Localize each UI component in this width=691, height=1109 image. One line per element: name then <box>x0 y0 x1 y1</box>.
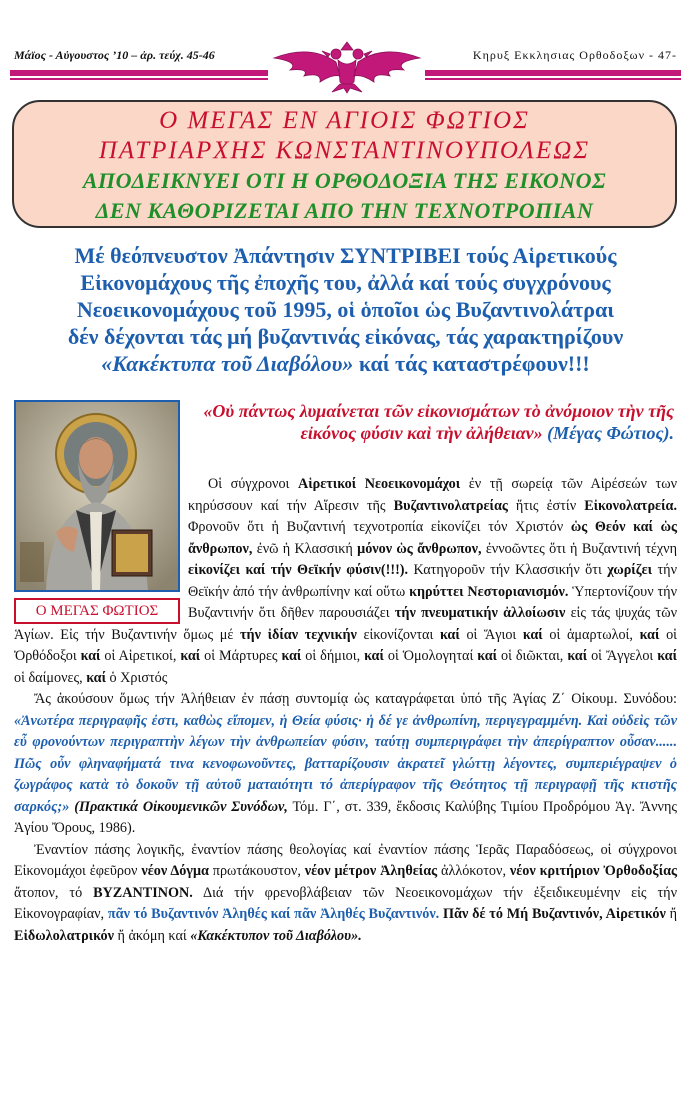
header-rule-right <box>425 70 681 76</box>
intro-line: δέν δέχονται τάς μή βυζαντινάς εἰκόνας, τάς χαρακτηρίζουν <box>67 324 624 349</box>
paragraph-1: Οἱ σύγχρονοι Αἱρετικοί Νεοεικονομάχοι ἐν τῇ σωρείᾳ τῶν Αἱρέσεών των κηρύσσουν καί τήν Αἵρεσιν τῆς Βυζαντινολατρείας ἥτις ἐστίν Εἰκονολατρεία. Φρονοῦν ὅτι ἡ Βυζαντινή τεχνοτροπία εἰκονίζει τόν Χριστόν ὡς Θεόν καί ὡς ἄνθρωπον, ἐνῶ ἡ Κλασσική μόνον ὡς ἄνθρωπον, ἐννοῶντες ὅτι ἡ Βυζαντινή τέχνη εἰκονίζει καί τήν Θεϊκήν φύσιν(!!!). Κατηγοροῦν τήν Κλασσικήν ὅτι χωρίζει τήν Θεϊκήν ἀπό τήν ἀνθρωπίνην καί οὕτω κηρύττει Νεστοριανισμόν. Ὑπερτονίζουν τήν Βυζαντινήν ὅτι δῆθεν παρουσιάζει τήν πνευματικήν ἀλλοίωσιν εἰς τάς ψυχάς τῶν Ἁγίων. Εἰς τήν Βυζαντινήν ὅμως μέ τήν ἰδίαν τεχνικήν εἰκονίζονται καί οἱ Ἅγιοι καί οἱ ἁμαρτωλοί, καί οἱ Ὀρθόδοξοι καί οἱ Αἱρετικοί, καί οἱ Μάρτυρες καί οἱ δήμιοι, καί οἱ Ὁμολογηταί καί οἱ διῶκται, καί οἱ Ἄγγελοι καί οἱ δαίμονες, καί ὁ Χριστός <box>14 476 678 686</box>
intro-quote: «Κακέκτυπα τοῦ Διαβόλου» <box>101 351 354 376</box>
quote-attribution: (Μέγας Φώτιος). <box>542 423 674 443</box>
intro-line <box>10 350 681 377</box>
header-rule-left <box>10 70 268 76</box>
intro-line: Μέ θεόπνευστον Ἀπάντησιν ΣΥΝΤΡΙΒΕΙ τούς Αἱρετικούς <box>74 243 617 268</box>
journal-title-page-number: Κηρυξ Εκκλησιας Ορθοδοξων - 47- <box>472 48 677 62</box>
paragraph-2: Ἄς ἀκούσουν ὅμως τήν Ἀλήθειαν ἐν πάσῃ συντομίᾳ ὡς καταγράφεται ὑπό τῆς Ἁγίας Ζ΄ Οἰκουμ. Συνόδου: «Ἀνωτέρα περιγραφῆς ἐστι, καθὼς εἴπομεν, ἡ Θεία φύσις· ἡ δέ γε ἀνθρωπίνη, περιγεγραμμένη. Καὶ οὐδεὶς τῶν εὖ φρονούντων περιγραπτὴν λέγων τὴν ἀνθρωπείαν φύσιν, ταύτῃ συμπεριγράφει τὴν ἀπερίγραπτον οὖσαν...... Πῶς οὖν φληναφήματά τινα κενοφωνοῦντες, βατταρίζουσιν ἀκρατεῖ γλώττῃ λέγοντες, συμπεριέγραψεν ὁ ζωγράφος κατὰ τὸ δοκοῦν τῇ αὐτοῦ ματαιότητι τό ἀπερίγραφον τῆς Θεότητος τῇ περιγραφῇ τῆς κτιστῆς σαρκός;» (Πρακτικά Οἰκουμενικῶν Συνόδων, Τόμ. Γ΄, στ. 339, ἔκδοσις Καλύβης Τιμίου Προδρόμου Ἁγ. Ἄννης Ἁγίου Ὄρους, 1986). <box>14 691 677 836</box>
intro-line: Νεοεικονομάχους τοῦ 1995, οἱ ὁποῖοι ὡς Βυζαντινολάτραι <box>76 297 615 322</box>
title-banner <box>12 100 677 228</box>
issue-info: Μάϊος - Αὐγουστος ’10 – ἀρ. τεύχ. 45-46 <box>14 48 215 62</box>
intro-line: Εἰκονομάχους τῆς ἐποχῆς του, ἀλλά καί τούς συγχρόνους <box>80 270 611 295</box>
article-body <box>14 474 677 947</box>
icon-spacer <box>14 474 188 612</box>
photios-quote <box>190 400 674 444</box>
title-line-2: ΠΑΤΡΙΑΡΧΗΣ ΚΩΝΣΤΑΝΤΙΝΟΥΠΟΛΕΩΣ <box>98 137 591 164</box>
icon-caption: Ο ΜΕΓΑΣ ΦΩΤΙΟΣ <box>14 598 180 624</box>
title-line-3: ΑΠΟΔΕΙΚΝΥΕΙ ΟΤΙ Η ΟΡΘΟΔΟΞΙΑ ΤΗΣ ΕΙΚΟΝΟΣ <box>82 168 607 193</box>
header-rule-left-thin <box>10 78 268 80</box>
intro-line-end: καί τάς καταστρέφουν!!! <box>353 351 590 376</box>
double-headed-eagle-icon <box>270 38 424 94</box>
header-rule-right-thin <box>425 78 681 80</box>
intro-paragraph <box>10 242 681 377</box>
title-line-1: Ο ΜΕΓΑΣ ΕΝ ΑΓΙΟΙΣ ΦΩΤΙΟΣ <box>159 107 530 134</box>
paragraph-3: Ἐναντίον πάσης λογικῆς, ἐναντίον πάσης θεολογίας καί ἐναντίον πάσης Ἱερᾶς Παραδόσεως, οἱ σύγχρονοι Εἰκονομάχοι ἐφεῦρον νέον Δόγμα πρωτάκουστον, νέον μέτρον Ἀληθείας ἀλλόκοτον, νέον κριτήριον Ὀρθοδοξίας ἄτοπον, τό ΒΥΖΑΝΤΙΝΟΝ. Διά τήν φρενοβλάβειαν τῶν Νεοεικονομάχων τήν ἐξειδικευμένην εἰς τήν Εἰκονογραφίαν, πᾶν τό Βυζαντινόν Ἀληθές καί πᾶν Ἀληθές Βυζαντινόν. Πᾶν δέ τό Μή Βυζαντινόν, Αἱρετικόν ἤ Εἰδωλολατρικόν ἤ ἀκόμη καί «Κακέκτυπον τοῦ Διαβόλου». <box>14 841 678 944</box>
quote-text: «Οὐ πάντως λυμαίνεται τῶν εἰκονισμάτων τὸ ἀνόμοιον τὴν τῆς εἰκόνος φύσιν καὶ τὴν ἀλήθειαν» <box>203 401 674 443</box>
title-line-4: ΔΕΝ ΚΑΘΟΡΙΖΕΤΑΙ ΑΠΟ ΤΗΝ ΤΕΧΝΟΤΡΟΠΙΑΝ <box>95 198 594 223</box>
page-header <box>0 0 691 100</box>
